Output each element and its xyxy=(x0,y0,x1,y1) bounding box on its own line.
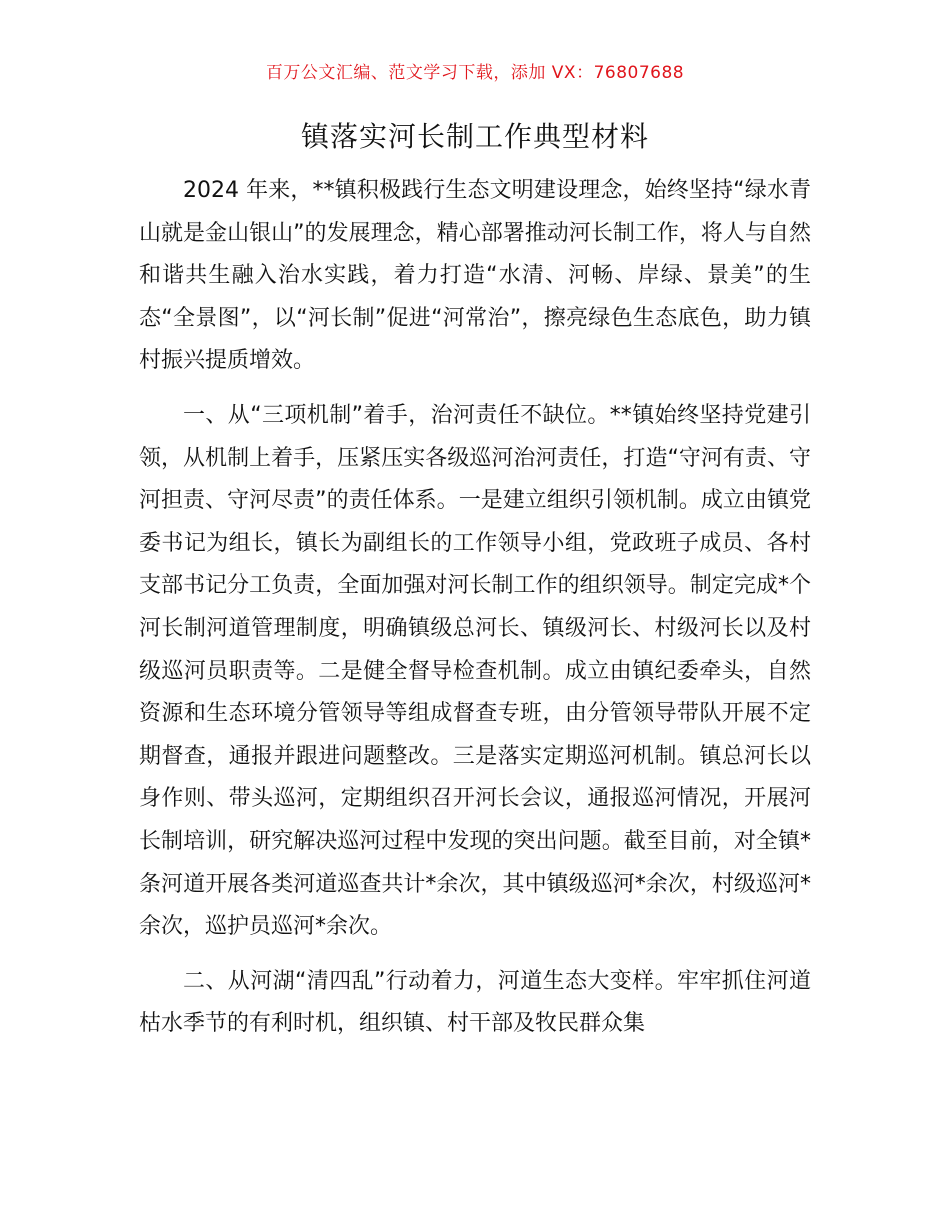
document-body xyxy=(139,170,811,1058)
document-title: 镇落实河长制工作典型材料 xyxy=(300,120,649,153)
paragraph-section-one: 一、从“三项机制”着手，治河责任不缺位。**镇始终坚持党建引领，从机制上着手，压紧压实各级巡河治河责任，打造“守河有责、守河担责、守河尽责”的责任体系。一是建立组织引领机制。成立由镇党委书记为组长，镇长为副组长的工作领导小组，党政班子成员、各村支部书记分工负责，全面加强对河长制工作的组织领导。制定完成*个河长制河道管理制度，明确镇级总河长、镇级河长、村级河长以及村级巡河员职责等。二是健全督导检查机制。成立由镇纪委牵头，自然资源和生态环境分管领导等组成督查专班，由分管领导带队开展不定期督查，通报并跟进问题整改。三是落实定期巡河机制。镇总河长以身作则、带头巡河，定期组织召开河长会议，通报巡河情况，开展河长制培训，研究解决巡河过程中发现的突出问题。截至目前，对全镇*条河道开展各类河道巡查共计*余次，其中镇级巡河*余次，村级巡河*余次，巡护员巡河*余次。 xyxy=(139,402,811,940)
header-watermark-note: 百万公文汇编、范文学习下载，添加 VX：76807688 xyxy=(265,63,685,83)
paragraph-intro: 2024 年来，**镇积极践行生态文明建设理念，始终坚持“绿水青山就是金山银山”的发展理念，精心部署推动河长制工作，将人与自然和谐共生融入治水实践，着力打造“水清、河畅、岸绿、景美”的生态“全景图”，以“河长制”促进“河常治”，擦亮绿色生态底色，助力镇村振兴提质增效。 xyxy=(139,178,811,374)
paragraph-section-two: 二、从河湖“清四乱”行动着力，河道生态大变样。牢牢抓住河道枯水季节的有利时机，组织镇、村干部及牧民群众集 xyxy=(139,968,811,1037)
